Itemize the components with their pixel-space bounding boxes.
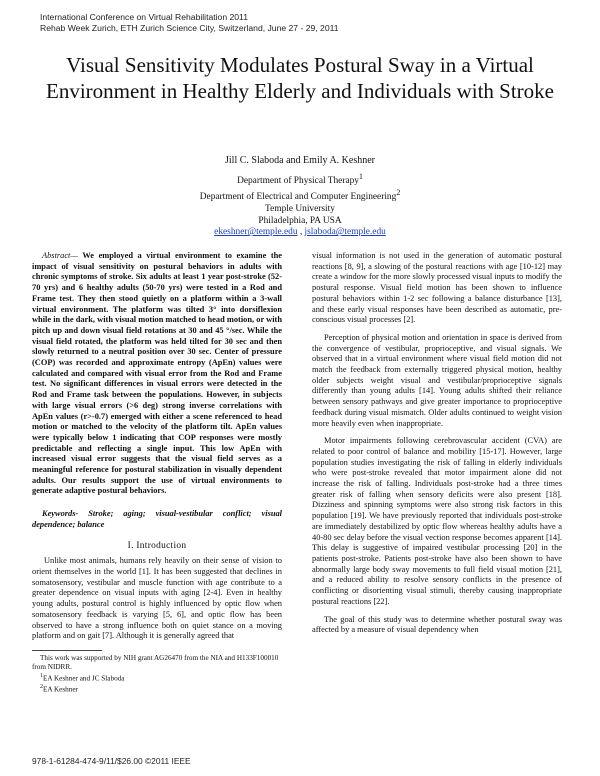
author-emails: ekeshner@temple.edu , jslaboda@temple.edu — [214, 227, 386, 238]
paper-title: Visual Sensitivity Modulates Postural Sway in a Virtual Environment in Healthy Elderly and Individuals with Stroke — [46, 53, 554, 103]
intro-paragraph: Unlike most animals, humans rely heavily on their sense of vision to orient themselves in the world [1]. It has been suggested that declines in somatosensory, vestibular and muscle function with age contribute to a greater dependence on visual inputs with aging [2-4]. Even in healthy young adults, postural control is highly influenced by optic flow when somatosensory feedback is varying [5, 6], and optic flow has been observed to have a strong influence both on quiet stance on a moving platform and on gait [7]. Although it is generally agreed that — [32, 556, 282, 641]
university: Temple University — [265, 204, 335, 215]
footnote-2: $^2$EA Keshner — [40, 684, 78, 694]
right-column — [312, 251, 562, 643]
funding-footnote: This work was supported by NIH grant AG26470 from the NIA and H133F100010 from NIDRR. — [32, 653, 279, 671]
abstract-label: Abstract — [42, 251, 71, 260]
body-paragraph-1: visual information is not used in the generation of automatic postural reactions [8, 9], a slowing of the postural reactions with age [10-12] may create a window for the more slowly processed visual inputs to modify the postural response. Visual field motion has been shown to influence postural behaviors within 1-2 sec following a balance disturbance [13], and these early visual responses have been described as automatic, pre-conscious visual processes [2]. — [312, 251, 562, 325]
conference-header-line2: Rehab Week Zurich, ETH Zurich Science City, Switzerland, June 27 - 29, 2011 — [40, 23, 339, 33]
keywords: Keywords- Stroke; aging; visual-vestibular conflict; visual dependence; balance — [32, 509, 282, 529]
footnote-1: $^1$EA Keshner and JC Slaboda — [40, 672, 125, 683]
body-paragraph-2: Perception of physical motion and orientation in space is derived from the convergence of vestibular, proprioceptive, and visual signals. We observed that in a virtual environment where visual field motion did not match the feedback from externally triggered physical motion, healthy older subjects weight visual and vestibular/proprioceptive signals differently than young adults [14]. Young adults shifted their reliance between sensory pathways and give greater importance to proprioceptive feedback during visual mismatch. Older adults continued to weight vision more heavily even when inappropriate. — [312, 332, 562, 428]
abstract: Abstract— We employed a virtual environment to examine the impact of visual sensitivity on postural behaviors in adults with chronic symptoms of stroke. Six adults at least 1 year post-stroke (52-70 yrs) and 6 healthy adults (50-70 yrs) were tested in a Rod and Frame test. They then stood quietly on a platform within a 3-wall virtual environment. The platform was tilted 3° into dorsiflexion while in the dark, with visual motion matched to head motion, or with pitch up and down visual field rotations at 30 and 45 °/sec. While the visual field rotated, the platform was held tilted for 30 sec and then slowly returned to a neutral position over 30 sec. Center of pressure (COP) was recorded and approximate entropy (ApEn) values were calculated and compared with visual error from the Rod and Frame test. No significant differences in visual errors were detected in the Rod and Frame task between the populations. However, in subjects with large visual errors (>6 deg) strong inverse correlations with ApEn values (r>-0.7) emerged with either a scene referenced to head motion or matched to the velocity of the platform tilt. ApEn values were typically below 1 indicating that COP responses were mostly predictable and reflecting a single input. This low ApEn with increased visual error suggests that the visual field serves as a meaningful reference for postural stabilization in visually dependent adults. Our results support the use of virtual environments to generate adaptive postural behaviors. — [32, 251, 282, 496]
abstract-text: We employed a virtual environment to examine the impact of visual sensitivity on postural behaviors in adults with chronic symptoms of stroke. Six adults at least 1 year post-stroke (52-70 yrs) and 6 healthy adults (50-70 yrs) were tested in a Rod and Frame test. They then stood quietly on a platform within a 3-wall virtual environment. The platform was tilted 3° into dorsiflexion while in the dark, with visual motion matched to head motion, or with pitch up and down visual field rotations at 30 and 45 °/sec. While the visual field rotated, the platform was held tilted for 30 sec and then slowly returned to a neutral position over 30 sec. Center of pressure (COP) was recorded and approximate entropy (ApEn) values were calculated and compared with visual error from the Rod and Frame test. No significant differences in visual errors were detected in the Rod and Frame task between the populations. However, in subjects with large visual errors (>6 deg) strong inverse correlations with ApEn values (r>-0.7) emerged with either a scene referenced to head motion or matched to the velocity of the platform tilt. ApEn values were typically below 1 indicating that COP responses were mostly predictable and reflecting a single input. This low ApEn with increased visual error suggests that the visual field serves as a meaningful reference for postural stabilization in visually dependent adults. Our results support the use of virtual environments to generate adaptive postural behaviors. — [32, 251, 282, 496]
copyright-footer: 978-1-61284-474-9/11/$26.00 ©2011 IEEE — [32, 756, 191, 766]
section-heading-introduction: I. Introduction — [127, 540, 187, 551]
left-column — [32, 251, 282, 695]
author-names: Jill C. Slaboda and Emily A. Keshner — [225, 155, 375, 166]
footnotes — [32, 654, 282, 695]
affiliation-2: Department of Electrical and Computer Engineering$^2$ — [199, 188, 401, 203]
body-paragraph-3: Motor impairments following cerebrovascular accident (CVA) are related to poor control of balance and mobility [15-17]. However, large population studies investigating the risk of falling in elderly individuals who were post-stroke revealed that motor impairment alone did not increase the risk of falling. Individuals post-stroke had a three times greater risk of falling when sensory deficits were also present [18]. Dizziness and spinning symptoms were also strong risk factors in this population [19]. We have previously reported that individuals post-stroke are immediately destabilized by optic flow whereas healthy adults have a 40-80 sec delay before the visual vection response becomes apparent [14]. This delay is suggestive of impaired vestibular processing [20] in the patients post-stroke. Patients post-stroke have also been shown to have abnormally large body sway movements to full field visual motion [21], and a reduced ability to resolve sensory conflicts in the presence of conflicting or disorienting visual stimuli, thereby causing inappropriate postural reactions [22]. — [312, 436, 562, 606]
email-link-keshner[interactable]: ekeshner@temple.edu — [214, 227, 298, 238]
email-link-slaboda[interactable]: jslaboda@temple.edu — [304, 227, 386, 238]
conference-header-line1: International Conference on Virtual Rehabilitation 2011 — [40, 12, 248, 22]
body-paragraph-4: The goal of this study was to determine whether postural sway was affected by a measure of visual dependency when — [312, 614, 562, 635]
city: Philadelphia, PA USA — [258, 215, 342, 226]
footnote-rule — [32, 650, 102, 651]
conference-header — [40, 12, 339, 34]
affiliation-1: Department of Physical Therapy$^1$ — [237, 171, 363, 186]
author-block — [100, 155, 500, 239]
